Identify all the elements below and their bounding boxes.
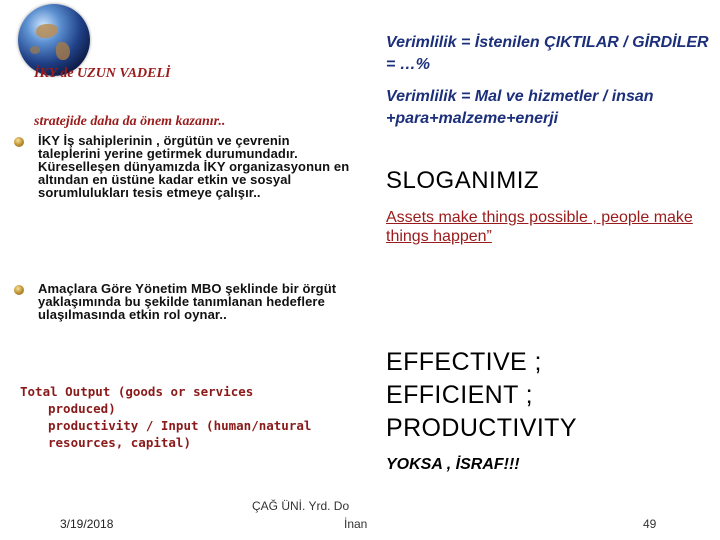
bullet-text: Amaçlara Göre Yönetim MBO şeklinde bir örgüt yaklaşımında bu şekilde tanımlanan hedeflere ulaşılmasında etkin rol oynar..	[38, 281, 337, 322]
bullet-item	[14, 282, 359, 321]
footer-date: 3/19/2018	[60, 517, 114, 531]
footer-author-line: ÇAĞ ÜNİ. Yrd. Do	[252, 499, 350, 513]
bullet-item	[14, 134, 354, 199]
footer-author-line: İnan	[344, 517, 368, 531]
productivity-line: PRODUCTIVITY	[386, 414, 577, 442]
total-output-line: productivity / Input (human/natural	[48, 418, 312, 433]
page-number: 49	[643, 517, 657, 531]
bullet-icon	[14, 285, 24, 295]
slogan-title: SLOGANIMIZ	[386, 167, 540, 194]
effective-list	[386, 346, 706, 445]
slide-subheading: stratejide daha da önem kazanır..	[34, 114, 226, 129]
effective-line: EFFECTIVE ;	[386, 348, 542, 376]
verimlilik-formula-1: Verimlilik = İstenilen ÇIKTILAR / GİRDİLER = …%	[386, 34, 709, 73]
total-output-formula	[20, 383, 350, 451]
slide-heading: İKY de UZUN VADELİ	[34, 66, 171, 81]
slogan-text: Assets make things possible , people make things happen”	[386, 209, 693, 245]
total-output-line: resources, capital)	[48, 435, 191, 450]
footer-author	[252, 497, 378, 533]
verimlilik-formula-2: Verimlilik = Mal ve hizmetler / insan +para+malzeme+enerji	[386, 88, 654, 127]
bullet-text: İKY İş sahiplerinin , örgütün ve çevrenin taleplerini yerine getirmek durumundadır. Küreselleşen dünyamızda İKY organizasyonun en altından en üstüne kadar etkin ve sosyal sorumlulukları tesis etmeye çalışır..	[38, 133, 350, 200]
yoksa-text: YOKSA , İSRAF!!!	[386, 456, 520, 473]
total-output-line: produced)	[48, 401, 116, 416]
total-output-line: Total Output (goods or services	[20, 384, 254, 399]
bullet-icon	[14, 137, 24, 147]
efficient-line: EFFICIENT ;	[386, 381, 534, 409]
